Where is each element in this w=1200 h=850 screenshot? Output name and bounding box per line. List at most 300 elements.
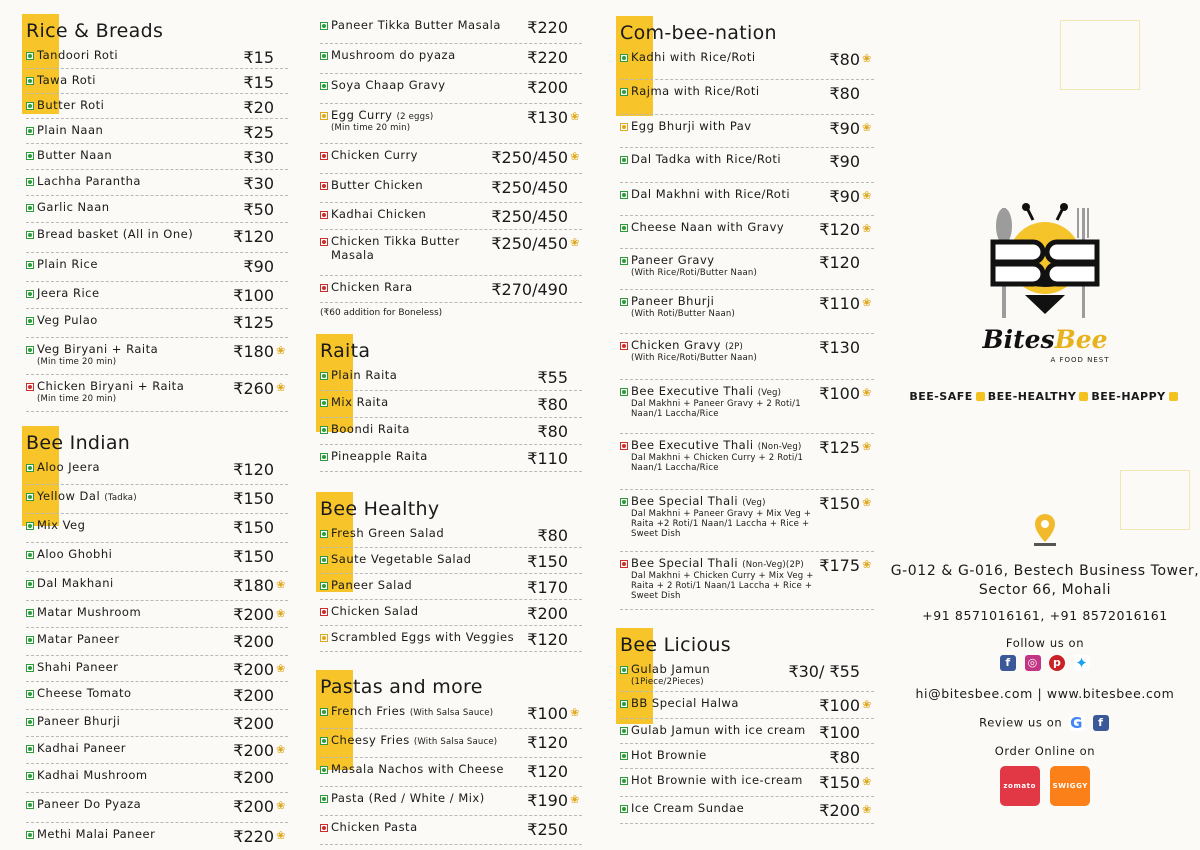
menu-item (320, 418, 582, 445)
menu-item (26, 456, 288, 485)
item-price: ₹15 (243, 48, 274, 67)
item-price: ₹150 (527, 552, 568, 571)
veg-mark-icon (320, 52, 328, 60)
bee-recommended-icon: ❀ (276, 578, 286, 591)
item-price: ₹90 (829, 119, 860, 138)
bee-recommended-icon: ❀ (862, 52, 872, 65)
nonveg-mark-icon (26, 383, 34, 391)
menu-section (320, 674, 582, 845)
menu-item (620, 490, 874, 552)
menu-item (320, 203, 582, 230)
bee-recommended-icon: ❀ (570, 110, 580, 123)
menu-item (620, 80, 874, 115)
item-price: ₹250 (527, 820, 568, 839)
menu-section (620, 20, 874, 610)
item-price: ₹50 (243, 200, 274, 219)
brand-motto: BEE-SAFE BEE-HEALTHY BEE-HAPPY (900, 390, 1190, 403)
section-title: Bee Indian (26, 432, 131, 454)
menu-item (26, 543, 288, 572)
veg-mark-icon (620, 727, 628, 735)
veg-mark-icon (26, 772, 34, 780)
item-name: Bee Special Thali (Non-Veg)(2P) Dal Makhni + Chicken Curry + Mix Veg + Raita + 2 Roti/1 Naan/1 Laccha + Rice + Sweet Dish (631, 556, 814, 601)
menu-item (620, 692, 874, 719)
veg-mark-icon (26, 261, 34, 269)
item-price: ₹220 (527, 18, 568, 37)
item-name: Egg Curry (2 eggs) (Min time 20 min) (331, 108, 434, 133)
item-name: Cheesy Fries (With Salsa Sauce) (331, 733, 498, 747)
veg-mark-icon (620, 498, 628, 506)
item-name: Soya Chaap Gravy (331, 78, 446, 92)
bee-recommended-icon: ❀ (862, 386, 872, 399)
menu-item (320, 600, 582, 626)
menu-item (320, 276, 582, 303)
brand-tagline: A FOOD NEST (1050, 356, 1110, 364)
item-price: ₹250/450 (491, 148, 568, 167)
menu-item (320, 522, 582, 548)
veg-mark-icon (26, 317, 34, 325)
veg-mark-icon (26, 551, 34, 559)
item-name: Plain Raita (331, 368, 398, 382)
brand-block (900, 200, 1190, 403)
menu-item (620, 719, 874, 744)
item-price: ₹200 (233, 632, 274, 651)
veg-mark-icon (620, 257, 628, 265)
item-price: ₹100 (233, 286, 274, 305)
veg-mark-icon (26, 231, 34, 239)
item-name: Bee Executive Thali (Veg) Dal Makhni + Paneer Gravy + 2 Roti/1 Naan/1 Laccha/Rice (631, 384, 801, 419)
menu-item (320, 74, 582, 104)
veg-mark-icon (26, 801, 34, 809)
item-price: ₹250/450 (491, 234, 568, 253)
item-name: Plain Rice (37, 257, 98, 271)
veg-mark-icon (320, 372, 328, 380)
veg-mark-icon (26, 664, 34, 672)
egg-mark-icon (620, 123, 628, 131)
menu-item (26, 764, 288, 793)
menu-item (620, 658, 874, 692)
item-price: ₹30 (243, 174, 274, 193)
veg-mark-icon (320, 766, 328, 774)
veg-mark-icon (620, 752, 628, 760)
brand-name: BitesBee (982, 325, 1108, 354)
veg-mark-icon (26, 127, 34, 135)
menu-item (620, 148, 874, 183)
menu-item (26, 69, 288, 94)
item-price: ₹55 (537, 368, 568, 387)
item-name: Kadhai Mushroom (37, 768, 148, 782)
veg-mark-icon (620, 805, 628, 813)
menu-item (26, 682, 288, 710)
item-name: Rajma with Rice/Roti (631, 84, 760, 98)
facebook-review-icon[interactable]: f (1093, 715, 1109, 731)
item-price: ₹25 (243, 123, 274, 142)
item-name: Kadhi with Rice/Roti (631, 50, 756, 64)
item-name: Matar Paneer (37, 632, 120, 646)
menu-item (320, 574, 582, 600)
veg-mark-icon (26, 522, 34, 530)
item-name: Aloo Ghobhi (37, 547, 113, 561)
nonveg-mark-icon (320, 824, 328, 832)
menu-item (620, 380, 874, 434)
item-price: ₹100 (527, 704, 568, 723)
item-name: Chicken Curry (331, 148, 418, 162)
bee-recommended-icon: ❀ (570, 706, 580, 719)
menu-item (620, 552, 874, 610)
veg-mark-icon (620, 777, 628, 785)
section-title: Com-bee-nation (620, 22, 777, 44)
veg-mark-icon (320, 399, 328, 407)
item-price: ₹200 (527, 78, 568, 97)
item-price: ₹200 (527, 604, 568, 623)
section-title: Raita (320, 340, 371, 362)
menu-item (320, 230, 582, 276)
menu-item (320, 364, 582, 391)
menu-item (620, 290, 874, 334)
item-price: ₹120 (527, 630, 568, 649)
bee-recommended-icon: ❀ (862, 296, 872, 309)
nonveg-mark-icon (320, 152, 328, 160)
item-name: Paneer Bhurji (37, 714, 121, 728)
item-price: ₹30 (243, 148, 274, 167)
menu-item (26, 514, 288, 543)
bee-recommended-icon: ❀ (276, 799, 286, 812)
item-name: Veg Pulao (37, 313, 98, 327)
item-name: Mix Raita (331, 395, 389, 409)
menu-item (26, 196, 288, 223)
veg-mark-icon (320, 582, 328, 590)
item-price: ₹80 (829, 84, 860, 103)
item-price: ₹90 (243, 257, 274, 276)
item-name: Chicken Tikka Butter Masala (331, 234, 460, 262)
item-price: ₹120 (527, 733, 568, 752)
veg-mark-icon (620, 156, 628, 164)
item-name: Kadhai Paneer (37, 741, 127, 755)
item-price: ₹120 (233, 460, 274, 479)
order-buttons (890, 766, 1200, 806)
section-note: (₹60 addition for Boneless) (320, 308, 443, 318)
menu-item (320, 14, 582, 44)
item-price: ₹150 (819, 494, 860, 513)
nonveg-mark-icon (320, 284, 328, 292)
item-price: ₹200 (233, 660, 274, 679)
section-title: Rice & Breads (26, 20, 164, 42)
bee-recommended-icon: ❀ (862, 803, 872, 816)
menu-item (320, 816, 582, 845)
menu-item (26, 253, 288, 282)
veg-mark-icon (620, 700, 628, 708)
veg-mark-icon (320, 453, 328, 461)
item-name: Paneer Tikka Butter Masala (331, 18, 501, 32)
item-price: ₹120 (233, 227, 274, 246)
item-name: Veg Biryani + Raita (Min time 20 min) (37, 342, 159, 367)
menu-item (26, 94, 288, 119)
nonveg-mark-icon (620, 442, 628, 450)
swiggy-button[interactable]: SWIGGY (1050, 766, 1090, 806)
item-price: ₹80 (537, 526, 568, 545)
item-name: Boondi Raita (331, 422, 410, 436)
item-name: Chicken Salad (331, 604, 419, 618)
menu-item (26, 223, 288, 253)
item-name: Aloo Jeera (37, 460, 101, 474)
item-name: Ice Cream Sundae (631, 801, 745, 815)
item-price: ₹80 (829, 50, 860, 69)
veg-mark-icon (26, 152, 34, 160)
item-name: Saute Vegetable Salad (331, 552, 472, 566)
veg-mark-icon (26, 718, 34, 726)
menu-section (620, 632, 874, 824)
section-title: Bee Healthy (320, 498, 440, 520)
item-price: ₹120 (527, 762, 568, 781)
menu-item (320, 104, 582, 144)
item-price: ₹270/490 (491, 280, 568, 299)
item-name: Tawa Roti (37, 73, 96, 87)
item-price: ₹190 (527, 791, 568, 810)
veg-mark-icon (620, 388, 628, 396)
bee-logo-icon (985, 200, 1105, 325)
bee-recommended-icon: ❀ (862, 558, 872, 571)
veg-mark-icon (26, 580, 34, 588)
veg-mark-icon (26, 464, 34, 472)
veg-mark-icon (26, 52, 34, 60)
menu-item (26, 338, 288, 375)
veg-mark-icon (320, 22, 328, 30)
veg-mark-icon (26, 493, 34, 501)
bee-recommended-icon: ❀ (570, 236, 580, 249)
menu-item (26, 572, 288, 601)
item-price: ₹220 (527, 48, 568, 67)
menu-item (620, 216, 874, 249)
item-name: Bee Special Thali (Veg) Dal Makhni + Paneer Gravy + Mix Veg + Raita +2 Roti/1 Naan/1 Laccha + Rice + Sweet Dish (631, 494, 812, 539)
menu-item (320, 548, 582, 574)
item-price: ₹15 (243, 73, 274, 92)
veg-mark-icon (26, 346, 34, 354)
item-name: Butter Roti (37, 98, 105, 112)
item-price: ₹30/ ₹55 (788, 662, 860, 681)
twitter-icon[interactable]: ✦ (1075, 653, 1089, 672)
item-name: Masala Nachos with Cheese (331, 762, 504, 776)
veg-mark-icon (26, 745, 34, 753)
menu-item (320, 144, 582, 174)
veg-mark-icon (26, 609, 34, 617)
bee-recommended-icon: ❀ (570, 150, 580, 163)
veg-mark-icon (320, 82, 328, 90)
bee-recommended-icon: ❀ (276, 607, 286, 620)
item-price: ₹200 (233, 741, 274, 760)
veg-mark-icon (620, 191, 628, 199)
menu-item (320, 391, 582, 418)
item-price: ₹120 (819, 220, 860, 239)
item-price: ₹100 (819, 696, 860, 715)
menu-item (620, 183, 874, 216)
item-price: ₹110 (819, 294, 860, 313)
item-name: Gulab Jamun with ice cream (631, 723, 806, 737)
item-name: Fresh Green Salad (331, 526, 445, 540)
menu-column-3 (620, 0, 874, 824)
item-name: Hot Brownie with ice-cream (631, 773, 803, 787)
item-name: Matar Mushroom (37, 605, 142, 619)
veg-mark-icon (26, 178, 34, 186)
menu-item (26, 710, 288, 737)
item-price: ₹110 (527, 449, 568, 468)
item-price: ₹175 (819, 556, 860, 575)
item-name: Bee Executive Thali (Non-Veg) Dal Makhni + Chicken Curry + 2 Roti/1 Naan/1 Laccha/Rice (631, 438, 804, 473)
phone-numbers: +91 8571016161, +91 8572016161 (922, 608, 1168, 623)
menu-item (26, 737, 288, 764)
item-name: BB Special Halwa (631, 696, 739, 710)
menu-item (26, 282, 288, 309)
item-price: ₹20 (243, 98, 274, 117)
item-price: ₹100 (819, 723, 860, 742)
bee-recommended-icon: ❀ (276, 662, 286, 675)
website-email[interactable]: hi@bitesbee.com | www.bitesbee.com (915, 686, 1175, 701)
veg-mark-icon (320, 556, 328, 564)
item-name: Butter Chicken (331, 178, 424, 192)
bee-recommended-icon: ❀ (862, 121, 872, 134)
egg-mark-icon (320, 112, 328, 120)
menu-item (320, 44, 582, 74)
item-name: Butter Naan (37, 148, 113, 162)
item-name: Paneer Salad (331, 578, 413, 592)
item-price: ₹200 (233, 686, 274, 705)
item-price: ₹200 (819, 801, 860, 820)
veg-mark-icon (26, 636, 34, 644)
menu-column-1 (26, 0, 288, 850)
menu-section (320, 14, 582, 318)
item-price: ₹180 (233, 342, 274, 361)
bee-recommended-icon: ❀ (862, 222, 872, 235)
item-name: Dal Makhani (37, 576, 114, 590)
veg-mark-icon (620, 666, 628, 674)
menu-item (320, 174, 582, 203)
veg-mark-icon (620, 298, 628, 306)
item-name: Tandoori Roti (37, 48, 119, 62)
location-pin-icon (890, 512, 1200, 551)
google-icon[interactable]: G (1070, 714, 1084, 732)
section-title: Bee Licious (620, 634, 731, 656)
item-price: ₹260 (233, 379, 274, 398)
menu-item (620, 744, 874, 769)
item-price: ₹200 (233, 768, 274, 787)
menu-item (620, 797, 874, 824)
item-name: Chicken Biryani + Raita (Min time 20 min) (37, 379, 185, 404)
social-links (890, 654, 1200, 671)
nonveg-mark-icon (320, 182, 328, 190)
item-name: Pasta (Red / White / Mix) (331, 791, 485, 805)
item-name: Dal Makhni with Rice/Roti (631, 187, 791, 201)
pinterest-icon[interactable]: p (1049, 655, 1065, 671)
bee-recommended-icon: ❀ (862, 698, 872, 711)
menu-item (620, 249, 874, 290)
item-name: Egg Bhurji with Pav (631, 119, 752, 133)
menu-section (320, 496, 582, 652)
decorative-hexagon (1060, 20, 1140, 90)
item-price: ₹220 (233, 827, 274, 846)
veg-mark-icon (26, 690, 34, 698)
item-name: Chicken Gravy (2P) (With Rice/Roti/Butter Naan) (631, 338, 758, 363)
item-price: ₹80 (537, 395, 568, 414)
item-price: ₹150 (819, 773, 860, 792)
item-name: Cheese Tomato (37, 686, 132, 700)
menu-section (26, 18, 288, 412)
item-name: Mix Veg (37, 518, 86, 532)
menu-item (26, 601, 288, 628)
menu-item (320, 729, 582, 758)
order-label: Order Online on (994, 744, 1096, 758)
item-name: Lachha Parantha (37, 174, 141, 188)
bee-recommended-icon: ❀ (862, 775, 872, 788)
item-name: Mushroom do pyaza (331, 48, 456, 62)
bee-recommended-icon: ❀ (276, 381, 286, 394)
menu-item (320, 787, 582, 816)
nonveg-mark-icon (620, 342, 628, 350)
follow-label: Follow us on (1005, 636, 1085, 650)
item-price: ₹90 (829, 152, 860, 171)
menu-item (26, 119, 288, 144)
veg-mark-icon (26, 77, 34, 85)
item-name: Yellow Dal (Tadka) (37, 489, 137, 503)
item-name: Plain Naan (37, 123, 104, 137)
menu-item (26, 44, 288, 69)
item-name: Kadhai Chicken (331, 207, 427, 221)
menu-item (320, 626, 582, 652)
item-name: Shahi Paneer (37, 660, 119, 674)
item-price: ₹170 (527, 578, 568, 597)
veg-mark-icon (320, 737, 328, 745)
item-name: Bread basket (All in One) (37, 227, 194, 241)
review-row: Review us on G f (890, 715, 1200, 731)
item-name: Cheese Naan with Gravy (631, 220, 785, 234)
item-price: ₹130 (819, 338, 860, 357)
veg-mark-icon (26, 290, 34, 298)
item-name: Paneer Bhurji (With Roti/Butter Naan) (631, 294, 735, 319)
item-price: ₹200 (233, 714, 274, 733)
item-price: ₹250/450 (491, 207, 568, 226)
veg-mark-icon (620, 54, 628, 62)
item-name: Hot Brownie (631, 748, 707, 762)
item-price: ₹90 (829, 187, 860, 206)
veg-mark-icon (620, 224, 628, 232)
item-price: ₹150 (233, 547, 274, 566)
item-price: ₹200 (233, 797, 274, 816)
menu-item (26, 375, 288, 412)
item-price: ₹150 (233, 518, 274, 537)
menu-item (620, 334, 874, 380)
veg-mark-icon (320, 530, 328, 538)
menu-item (620, 434, 874, 490)
bee-recommended-icon: ❀ (862, 440, 872, 453)
veg-mark-icon (320, 795, 328, 803)
facebook-icon[interactable]: f (1000, 655, 1016, 671)
item-price: ₹100 (819, 384, 860, 403)
bee-recommended-icon: ❀ (862, 189, 872, 202)
item-price: ₹80 (537, 422, 568, 441)
item-name: Chicken Pasta (331, 820, 418, 834)
menu-section (320, 338, 582, 472)
nonveg-mark-icon (320, 238, 328, 246)
menu-item (320, 445, 582, 472)
menu-item (26, 309, 288, 338)
zomato-button[interactable]: zomato (1000, 766, 1040, 806)
veg-mark-icon (26, 102, 34, 110)
item-name: Paneer Do Pyaza (37, 797, 142, 811)
item-name: Paneer Gravy (With Rice/Roti/Butter Naan) (631, 253, 758, 278)
menu-item (26, 793, 288, 823)
veg-mark-icon (320, 426, 328, 434)
item-price: ₹180 (233, 576, 274, 595)
address: G-012 & G-016, Bestech Business Tower, Sector 66, Mohali (890, 563, 1200, 598)
veg-mark-icon (620, 88, 628, 96)
instagram-icon[interactable]: ◎ (1025, 655, 1041, 671)
